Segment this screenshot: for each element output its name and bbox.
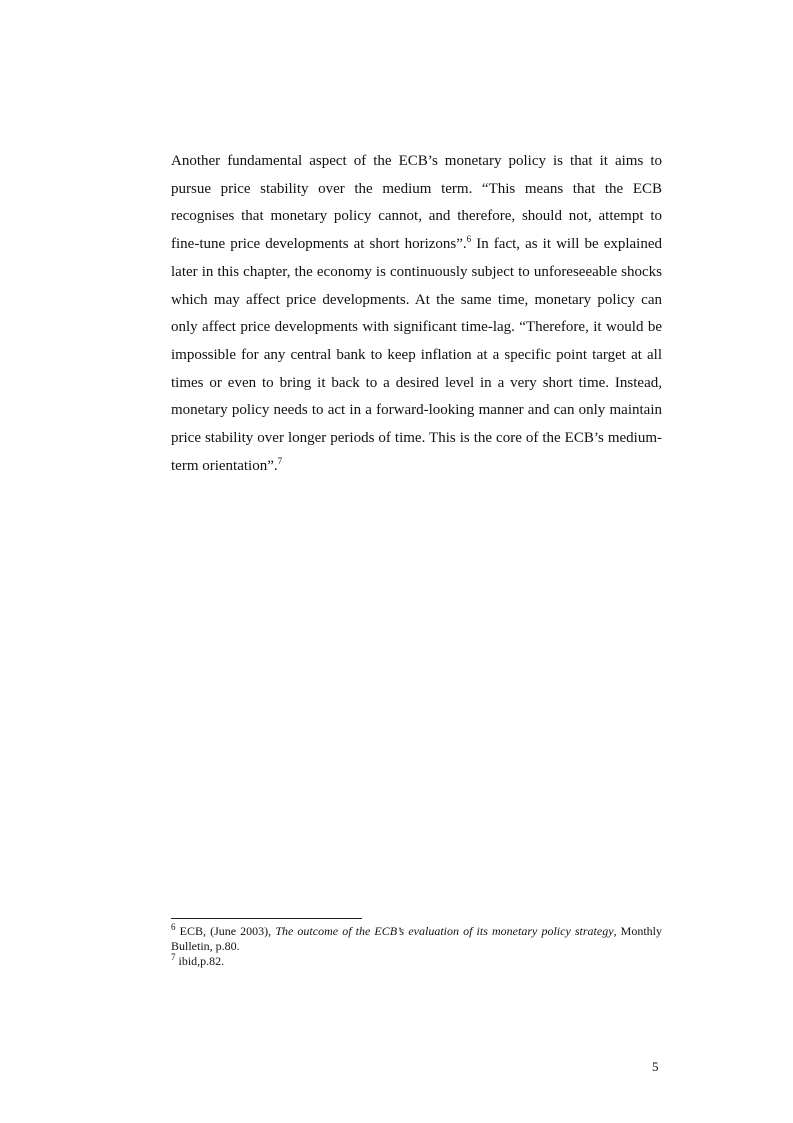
footnote-text-end: , Monthly Bulletin, p.80. xyxy=(171,924,663,953)
footnote-separator xyxy=(171,918,362,919)
footnote-6 xyxy=(171,924,662,954)
body-paragraph xyxy=(171,148,662,480)
footnote-text: ECB, (June 2003), xyxy=(175,924,276,938)
footnotes xyxy=(171,924,662,969)
footnote-title: The outcome of the ECB’s evaluation of its monetary policy strategy xyxy=(275,924,614,938)
paragraph-text-part-2: In fact, as it will be explained later in this chapter, the economy is continuously subject to unforeseeable shocks which may affect price developments. At the same time, monetary policy can only affect price developments with significant time-lag. “Therefore, it would be impossible for any central bank to keep inflation at a specific point target at all times or even to bring it back to a desired level in a very short time. Instead, monetary policy needs to act in a forward-looking manner and can only maintain price stability over longer periods of time. This is the core of the ECB’s medium-term orientation”. xyxy=(171,236,662,474)
footnote-number: 6 xyxy=(171,922,176,932)
footnote-7 xyxy=(171,954,662,969)
page-number: 5 xyxy=(652,1059,659,1074)
footnote-ref-6[interactable]: 6 xyxy=(466,234,472,245)
footnote-text: ibid,p.82. xyxy=(175,954,225,968)
paragraph-text-part-1: Another fundamental aspect of the ECB’s monetary policy is that it aims to pursue price stability over the medium term. “This means that the ECB recognises that monetary policy cannot, and therefore, should not, attempt to fine-tune price developments at short horizons”. xyxy=(171,153,662,253)
footnote-number: 7 xyxy=(171,952,176,962)
footnote-ref-7[interactable]: 7 xyxy=(277,455,283,466)
